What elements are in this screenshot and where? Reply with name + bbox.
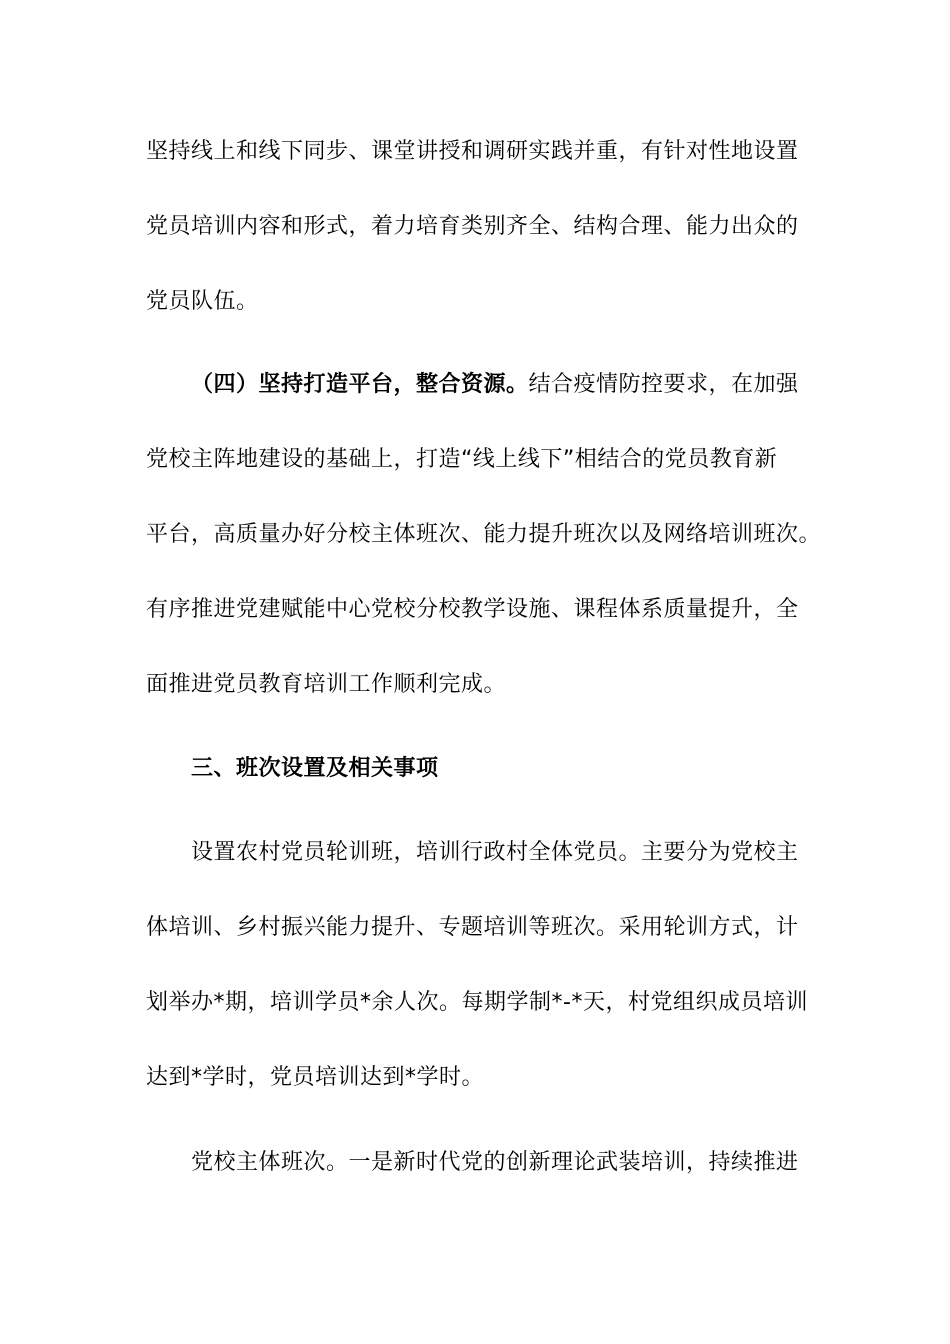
paragraph-line: 党校主体班次。一是新时代党的创新理论武装培训，持续推进 — [191, 1150, 799, 1175]
paragraph-line: 平台，高质量办好分校主体班次、能力提升班次以及网络培训班次。 — [146, 522, 822, 547]
paragraph-line: 坚持线上和线下同步、课堂讲授和调研实践并重，有针对性地设置 — [146, 139, 799, 164]
paragraph-line: 达到*学时，党员培训达到*学时。 — [146, 1065, 485, 1090]
section-4-heading: （四）坚持打造平台，整合资源。 — [191, 372, 529, 397]
paragraph-line: 有序推进党建赋能中心党校分校教学设施、课程体系质量提升，全 — [146, 597, 799, 622]
paragraph-line: 党员队伍。 — [146, 289, 259, 314]
section-3-heading: 三、班次设置及相关事项 — [191, 756, 439, 781]
paragraph-line: 面推进党员教育培训工作顺利完成。 — [146, 672, 507, 697]
paragraph-line: 党校主阵地建设的基础上，打造“线上线下”相结合的党员教育新 — [146, 447, 778, 472]
paragraph-line: 党员培训内容和形式，着力培育类别齐全、结构合理、能力出众的 — [146, 214, 799, 239]
paragraph-line: 划举办*期，培训学员*余人次。每期学制*-*天，村党组织成员培训 — [146, 990, 808, 1015]
paragraph-line: 设置农村党员轮训班，培训行政村全体党员。主要分为党校主 — [191, 840, 799, 865]
section-4-paragraph — [191, 370, 861, 400]
paragraph-line: 体培训、乡村振兴能力提升、专题培训等班次。采用轮训方式，计 — [146, 915, 799, 940]
section-4-text: 结合疫情防控要求，在加强 — [528, 372, 799, 397]
